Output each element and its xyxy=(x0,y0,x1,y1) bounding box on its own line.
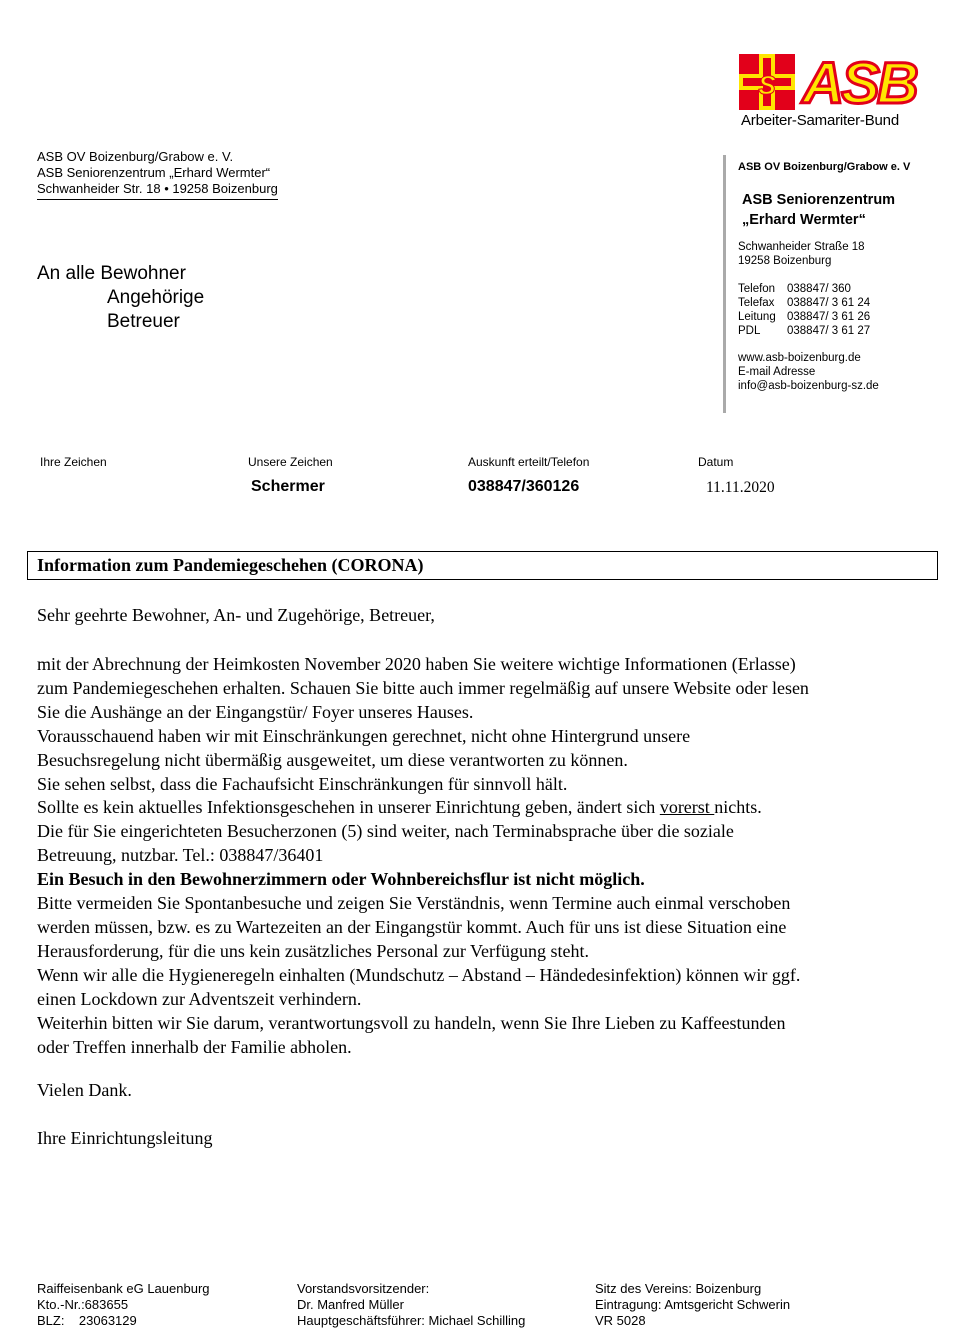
recipient-line-3: Betreuer xyxy=(107,311,180,332)
closing-thanks: Vielen Dank. xyxy=(37,1080,132,1100)
body-line: Vorausschauend haben wir mit Einschränkungen gerechnet, nicht ohne Hintergrund unsere xyxy=(37,725,691,746)
footer-line: VR 5028 xyxy=(595,1313,646,1328)
datum-value: 11.11.2020 xyxy=(706,479,775,496)
body-line: werden müssen, bzw. es zu Wartezeiten an der Eingangstür kommt. Auch für uns ist diese Situation eine xyxy=(37,916,787,937)
body-line: Betreuung, nutzbar. Tel.: 038847/36401 xyxy=(37,845,324,866)
email-link[interactable]: info@asb-boizenburg-sz.de xyxy=(738,380,879,392)
recipient-line-2: Angehörige xyxy=(107,287,205,308)
body-line: Die für Sie eingerichteten Besucherzonen (5) sind weiter, nach Terminabsprache über die soziale xyxy=(37,821,734,842)
asb-logo-text: ASB xyxy=(802,51,916,112)
body-line: oder Treffen innerhalb der Familie abholen. xyxy=(37,1036,352,1057)
website-link[interactable]: www.asb-boizenburg.de xyxy=(738,352,861,364)
street: Schwanheider Straße 18 xyxy=(738,241,865,253)
city: 19258 Boizenburg xyxy=(738,255,832,267)
recipient-block xyxy=(37,262,204,334)
footer-line: Raiffeisenbank eG Lauenburg xyxy=(37,1281,210,1296)
letter-body xyxy=(37,653,937,1059)
body-line: Sie sehen selbst, dass die Fachaufsicht Einschränkungen für sinnvoll hält. xyxy=(37,773,568,794)
sender-line-1: ASB OV Boizenburg/Grabow e. V. xyxy=(37,149,234,164)
salutation: Sehr geehrte Bewohner, An- und Zugehörige, Betreuer, xyxy=(37,605,435,625)
footer-line: Dr. Manfred Müller xyxy=(297,1297,404,1312)
org-name: ASB OV Boizenburg/Grabow e. V xyxy=(738,161,911,173)
svg-text:S: S xyxy=(758,70,776,100)
closing-signature: Ihre Einrichtungsleitung xyxy=(37,1128,213,1148)
auskunft-value: 038847/360126 xyxy=(468,478,580,495)
sender-line-3: Schwanheider Str. 18 • 19258 Boizenburg xyxy=(37,181,278,200)
footer-line: Sitz des Vereins: Boizenburg xyxy=(595,1281,762,1296)
footer-line: BLZ: 23063129 xyxy=(37,1313,137,1328)
underlined-word: vorerst xyxy=(659,797,715,818)
body-line: zum Pandemiegeschehen erhalten. Schauen Sie bitte auch immer regelmäßig auf unsere Website oder lesen xyxy=(37,677,809,698)
footer-line: Kto.-Nr.:683655 xyxy=(37,1297,129,1312)
footer-line: Hauptgeschäftsführer: Michael Schilling xyxy=(297,1313,526,1328)
unsere-zeichen-label: Unsere Zeichen xyxy=(248,455,333,469)
asb-logo-mark xyxy=(737,50,929,112)
body-line: Sie die Aushänge an der Eingangstür/ Foyer unseres Hauses. xyxy=(37,701,474,722)
subject-box xyxy=(27,551,938,580)
logo-tagline: Arbeiter-Samariter-Bund xyxy=(741,112,899,129)
recipient-line-1: An alle Bewohner xyxy=(37,263,186,284)
asb-logo xyxy=(737,50,929,134)
center-name-1: ASB Seniorenzentrum xyxy=(742,192,896,208)
body-line: Herausforderung, für die uns kein zusätzliches Personal zur Verfügung steht. xyxy=(37,940,590,961)
sender-address xyxy=(37,149,278,200)
footer-registry xyxy=(595,1281,790,1329)
auskunft-label: Auskunft erteilt/Telefon xyxy=(468,455,590,469)
datum-label: Datum xyxy=(698,455,734,469)
body-line: Besuchsregelung nicht übermäßig ausgeweitet, um diese verantworten zu können. xyxy=(37,749,628,770)
contact-row: Leitung 038847/ 3 61 26 xyxy=(738,311,871,323)
contact-row: Telefon 038847/ 360 xyxy=(738,283,851,295)
email-label: E-mail Adresse xyxy=(738,366,816,378)
contact-row: PDL 038847/ 3 61 27 xyxy=(738,325,871,337)
body-line-bold: Ein Besuch in den Bewohnerzimmern oder Wohnbereichsflur ist nicht möglich. xyxy=(37,869,645,890)
footer-board xyxy=(297,1281,525,1329)
body-line: Bitte vermeiden Sie Spontanbesuche und zeigen Sie Verständnis, wenn Termine auch einmal verschoben xyxy=(37,893,791,914)
body-line: Weiterhin bitten wir Sie darum, verantwortungsvoll zu handeln, wenn Sie Ihre Lieben zu Kaffeestunden xyxy=(37,1012,786,1033)
footer-line: Vorstandsvorsitzender: xyxy=(297,1281,430,1296)
body-line: einen Lockdown zur Adventszeit verhindern. xyxy=(37,988,362,1009)
center-name-2: „Erhard Wermter“ xyxy=(742,212,866,228)
contact-sidebar xyxy=(723,155,956,413)
subject-title: Information zum Pandemiegeschehen (CORONA) xyxy=(37,555,424,575)
ihre-zeichen-label: Ihre Zeichen xyxy=(40,455,107,469)
unsere-zeichen-value: Schermer xyxy=(251,478,325,495)
footer-bank xyxy=(37,1281,210,1329)
body-line: mit der Abrechnung der Heimkosten November 2020 haben Sie weitere wichtige Informationen (Erlasse) xyxy=(37,654,796,674)
body-line: Wenn wir alle die Hygieneregeln einhalten (Mundschutz – Abstand – Händedesinfektion) können wir ggf. xyxy=(37,964,801,985)
body-line: Sollte es kein aktuelles Infektionsgeschehen in unserer Einrichtung geben, ändert sich vorerst nichts. xyxy=(37,797,762,818)
sender-line-2: ASB Seniorenzentrum „Erhard Wermter“ xyxy=(37,165,271,180)
footer-line: Eintragung: Amtsgericht Schwerin xyxy=(595,1297,791,1312)
contact-row: Telefax 038847/ 3 61 24 xyxy=(738,297,871,309)
